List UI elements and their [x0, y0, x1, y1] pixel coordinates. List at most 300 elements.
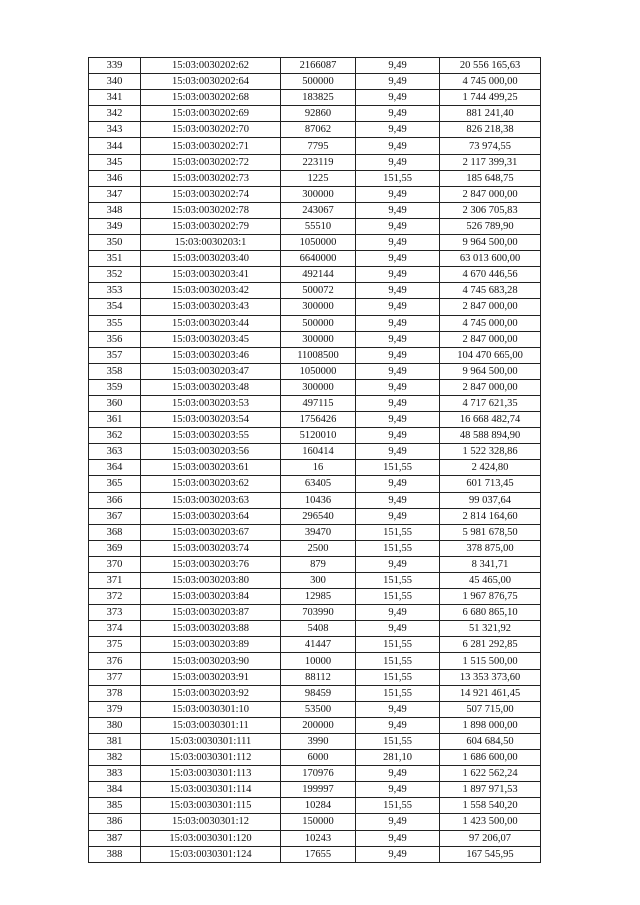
area-cell: 703990: [281, 605, 356, 621]
area-cell: 223119: [281, 154, 356, 170]
table-body: [89, 58, 541, 863]
row-number-cell: 379: [89, 701, 141, 717]
cadastral-number-cell: 15:03:0030203:53: [141, 395, 281, 411]
area-cell: 1756426: [281, 412, 356, 428]
row-number-cell: 381: [89, 733, 141, 749]
table-row: [89, 846, 541, 862]
cadastral-value-cell: 20 556 165,63: [440, 58, 541, 74]
rate-cell: 9,49: [356, 186, 440, 202]
cadastral-number-cell: 15:03:0030203:56: [141, 444, 281, 460]
cadastral-number-cell: 15:03:0030203:43: [141, 299, 281, 315]
area-cell: 300000: [281, 186, 356, 202]
cadastral-value-cell: 4 745 683,28: [440, 283, 541, 299]
cadastral-value-cell: 2 306 705,83: [440, 202, 541, 218]
cadastral-number-cell: 15:03:0030203:92: [141, 685, 281, 701]
rate-cell: 9,49: [356, 58, 440, 74]
table-row: [89, 492, 541, 508]
table-row: [89, 235, 541, 251]
rate-cell: 151,55: [356, 589, 440, 605]
cadastral-value-cell: 8 341,71: [440, 556, 541, 572]
row-number-cell: 358: [89, 363, 141, 379]
rate-cell: 9,49: [356, 122, 440, 138]
cadastral-number-cell: 15:03:0030203:48: [141, 379, 281, 395]
table-row: [89, 186, 541, 202]
cadastral-value-cell: 526 789,90: [440, 218, 541, 234]
cadastral-number-cell: 15:03:0030203:88: [141, 621, 281, 637]
area-cell: 2166087: [281, 58, 356, 74]
cadastral-number-cell: 15:03:0030301:112: [141, 750, 281, 766]
table-row: [89, 138, 541, 154]
table-row: [89, 621, 541, 637]
table-row: [89, 363, 541, 379]
rate-cell: 151,55: [356, 669, 440, 685]
cadastral-value-cell: 378 875,00: [440, 540, 541, 556]
area-cell: 497115: [281, 395, 356, 411]
row-number-cell: 383: [89, 766, 141, 782]
area-cell: 17655: [281, 846, 356, 862]
table-row: [89, 251, 541, 267]
area-cell: 53500: [281, 701, 356, 717]
area-cell: 63405: [281, 476, 356, 492]
cadastral-value-cell: 16 668 482,74: [440, 412, 541, 428]
cadastral-number-cell: 15:03:0030203:47: [141, 363, 281, 379]
area-cell: 6000: [281, 750, 356, 766]
area-cell: 1050000: [281, 363, 356, 379]
area-cell: 1050000: [281, 235, 356, 251]
rate-cell: 9,49: [356, 605, 440, 621]
area-cell: 170976: [281, 766, 356, 782]
table-row: [89, 669, 541, 685]
cadastral-value-cell: 2 847 000,00: [440, 299, 541, 315]
area-cell: 12985: [281, 589, 356, 605]
area-cell: 10000: [281, 653, 356, 669]
cadastral-number-cell: 15:03:0030202:69: [141, 106, 281, 122]
rate-cell: 151,55: [356, 653, 440, 669]
cadastral-value-cell: 5 981 678,50: [440, 524, 541, 540]
cadastral-number-cell: 15:03:0030203:54: [141, 412, 281, 428]
rate-cell: 9,49: [356, 476, 440, 492]
cadastral-value-cell: 4 717 621,35: [440, 395, 541, 411]
rate-cell: 9,49: [356, 154, 440, 170]
cadastral-number-cell: 15:03:0030301:11: [141, 717, 281, 733]
rate-cell: 9,49: [356, 283, 440, 299]
row-number-cell: 351: [89, 251, 141, 267]
rate-cell: 9,49: [356, 331, 440, 347]
row-number-cell: 344: [89, 138, 141, 154]
area-cell: 1225: [281, 170, 356, 186]
row-number-cell: 366: [89, 492, 141, 508]
cadastral-number-cell: 15:03:0030203:84: [141, 589, 281, 605]
cadastral-number-cell: 15:03:0030203:55: [141, 428, 281, 444]
area-cell: 500000: [281, 74, 356, 90]
cadastral-value-cell: 4 670 446,56: [440, 267, 541, 283]
table-row: [89, 379, 541, 395]
cadastral-number-cell: 15:03:0030301:12: [141, 814, 281, 830]
cadastral-value-cell: 4 745 000,00: [440, 315, 541, 331]
cadastral-value-cell: 1 898 000,00: [440, 717, 541, 733]
cadastral-number-cell: 15:03:0030202:78: [141, 202, 281, 218]
rate-cell: 151,55: [356, 685, 440, 701]
cadastral-number-cell: 15:03:0030301:124: [141, 846, 281, 862]
cadastral-number-cell: 15:03:0030202:70: [141, 122, 281, 138]
table-row: [89, 460, 541, 476]
cadastral-value-cell: 9 964 500,00: [440, 235, 541, 251]
table-row: [89, 685, 541, 701]
row-number-cell: 387: [89, 830, 141, 846]
cadastral-number-cell: 15:03:0030203:64: [141, 508, 281, 524]
cadastral-number-cell: 15:03:0030203:42: [141, 283, 281, 299]
cadastral-value-cell: 1 515 500,00: [440, 653, 541, 669]
area-cell: 5120010: [281, 428, 356, 444]
area-cell: 199997: [281, 782, 356, 798]
row-number-cell: 377: [89, 669, 141, 685]
area-cell: 39470: [281, 524, 356, 540]
rate-cell: 9,49: [356, 556, 440, 572]
row-number-cell: 340: [89, 74, 141, 90]
rate-cell: 9,49: [356, 782, 440, 798]
table-row: [89, 605, 541, 621]
cadastral-number-cell: 15:03:0030202:74: [141, 186, 281, 202]
cadastral-number-cell: 15:03:0030301:10: [141, 701, 281, 717]
area-cell: 41447: [281, 637, 356, 653]
rate-cell: 9,49: [356, 846, 440, 862]
area-cell: 5408: [281, 621, 356, 637]
cadastral-value-cell: 1 522 328,86: [440, 444, 541, 460]
cadastral-value-cell: 9 964 500,00: [440, 363, 541, 379]
rate-cell: 151,55: [356, 524, 440, 540]
cadastral-value-cell: 51 321,92: [440, 621, 541, 637]
table-row: [89, 90, 541, 106]
row-number-cell: 353: [89, 283, 141, 299]
row-number-cell: 380: [89, 717, 141, 733]
rate-cell: 9,49: [356, 299, 440, 315]
row-number-cell: 348: [89, 202, 141, 218]
table-row: [89, 750, 541, 766]
row-number-cell: 339: [89, 58, 141, 74]
row-number-cell: 374: [89, 621, 141, 637]
area-cell: 55510: [281, 218, 356, 234]
rate-cell: 151,55: [356, 540, 440, 556]
cadastral-value-cell: 167 545,95: [440, 846, 541, 862]
row-number-cell: 385: [89, 798, 141, 814]
cadastral-value-cell: 1 744 499,25: [440, 90, 541, 106]
cadastral-number-cell: 15:03:0030203:62: [141, 476, 281, 492]
cadastral-number-cell: 15:03:0030301:115: [141, 798, 281, 814]
rate-cell: 9,49: [356, 363, 440, 379]
area-cell: 200000: [281, 717, 356, 733]
table-row: [89, 508, 541, 524]
rate-cell: 9,49: [356, 315, 440, 331]
rate-cell: 9,49: [356, 508, 440, 524]
rate-cell: 9,49: [356, 267, 440, 283]
rate-cell: 9,49: [356, 235, 440, 251]
table-row: [89, 428, 541, 444]
area-cell: 296540: [281, 508, 356, 524]
cadastral-number-cell: 15:03:0030301:111: [141, 733, 281, 749]
cadastral-number-cell: 15:03:0030203:1: [141, 235, 281, 251]
cadastral-value-cell: 6 281 292,85: [440, 637, 541, 653]
rate-cell: 9,49: [356, 395, 440, 411]
row-number-cell: 360: [89, 395, 141, 411]
area-cell: 7795: [281, 138, 356, 154]
cadastral-number-cell: 15:03:0030301:113: [141, 766, 281, 782]
cadastral-number-cell: 15:03:0030203:41: [141, 267, 281, 283]
table-row: [89, 74, 541, 90]
area-cell: 300000: [281, 331, 356, 347]
rate-cell: 151,55: [356, 798, 440, 814]
cadastral-value-cell: 1 558 540,20: [440, 798, 541, 814]
table-row: [89, 524, 541, 540]
cadastral-value-cell: 2 847 000,00: [440, 331, 541, 347]
cadastral-number-cell: 15:03:0030203:63: [141, 492, 281, 508]
area-cell: 10284: [281, 798, 356, 814]
cadastral-value-cell: 601 713,45: [440, 476, 541, 492]
cadastral-value-cell: 1 686 600,00: [440, 750, 541, 766]
cadastral-number-cell: 15:03:0030203:74: [141, 540, 281, 556]
cadastral-value-cell: 1 967 876,75: [440, 589, 541, 605]
rate-cell: 281,10: [356, 750, 440, 766]
rate-cell: 9,49: [356, 138, 440, 154]
cadastral-value-cell: 881 241,40: [440, 106, 541, 122]
cadastral-value-cell: 99 037,64: [440, 492, 541, 508]
area-cell: 500000: [281, 315, 356, 331]
table-row: [89, 395, 541, 411]
row-number-cell: 364: [89, 460, 141, 476]
row-number-cell: 367: [89, 508, 141, 524]
row-number-cell: 350: [89, 235, 141, 251]
cadastral-number-cell: 15:03:0030203:61: [141, 460, 281, 476]
row-number-cell: 347: [89, 186, 141, 202]
cadastral-value-cell: 48 588 894,90: [440, 428, 541, 444]
rate-cell: 151,55: [356, 573, 440, 589]
cadastral-value-cell: 13 353 373,60: [440, 669, 541, 685]
table-row: [89, 782, 541, 798]
cadastral-number-cell: 15:03:0030203:89: [141, 637, 281, 653]
area-cell: 2500: [281, 540, 356, 556]
cadastral-number-cell: 15:03:0030202:71: [141, 138, 281, 154]
row-number-cell: 369: [89, 540, 141, 556]
cadastral-number-cell: 15:03:0030203:76: [141, 556, 281, 572]
area-cell: 6640000: [281, 251, 356, 267]
cadastral-number-cell: 15:03:0030203:91: [141, 669, 281, 685]
cadastral-value-cell: 2 117 399,31: [440, 154, 541, 170]
row-number-cell: 384: [89, 782, 141, 798]
row-number-cell: 361: [89, 412, 141, 428]
rate-cell: 9,49: [356, 621, 440, 637]
row-number-cell: 355: [89, 315, 141, 331]
rate-cell: 9,49: [356, 106, 440, 122]
row-number-cell: 343: [89, 122, 141, 138]
cadastral-number-cell: 15:03:0030203:46: [141, 347, 281, 363]
table-row: [89, 347, 541, 363]
area-cell: 243067: [281, 202, 356, 218]
rate-cell: 9,49: [356, 830, 440, 846]
rate-cell: 9,49: [356, 90, 440, 106]
cadastral-number-cell: 15:03:0030203:45: [141, 331, 281, 347]
area-cell: 500072: [281, 283, 356, 299]
rate-cell: 9,49: [356, 444, 440, 460]
cadastral-value-cell: 1 423 500,00: [440, 814, 541, 830]
rate-cell: 9,49: [356, 347, 440, 363]
cadastral-value-cell: 604 684,50: [440, 733, 541, 749]
rate-cell: 9,49: [356, 766, 440, 782]
table-row: [89, 444, 541, 460]
area-cell: 11008500: [281, 347, 356, 363]
area-cell: 879: [281, 556, 356, 572]
area-cell: 300000: [281, 299, 356, 315]
rate-cell: 9,49: [356, 251, 440, 267]
row-number-cell: 365: [89, 476, 141, 492]
cadastral-number-cell: 15:03:0030203:40: [141, 251, 281, 267]
cadastral-value-table: [88, 57, 541, 863]
table-row: [89, 653, 541, 669]
area-cell: 300: [281, 573, 356, 589]
area-cell: 16: [281, 460, 356, 476]
row-number-cell: 352: [89, 267, 141, 283]
row-number-cell: 349: [89, 218, 141, 234]
table-row: [89, 556, 541, 572]
cadastral-value-cell: 1 622 562,24: [440, 766, 541, 782]
cadastral-value-cell: 185 648,75: [440, 170, 541, 186]
table-row: [89, 315, 541, 331]
cadastral-number-cell: 15:03:0030202:79: [141, 218, 281, 234]
cadastral-number-cell: 15:03:0030203:67: [141, 524, 281, 540]
cadastral-value-cell: 2 847 000,00: [440, 379, 541, 395]
table-row: [89, 766, 541, 782]
row-number-cell: 357: [89, 347, 141, 363]
table-row: [89, 540, 541, 556]
cadastral-number-cell: 15:03:0030301:114: [141, 782, 281, 798]
table-row: [89, 299, 541, 315]
cadastral-value-cell: 104 470 665,00: [440, 347, 541, 363]
table-row: [89, 331, 541, 347]
row-number-cell: 362: [89, 428, 141, 444]
rate-cell: 9,49: [356, 218, 440, 234]
rate-cell: 9,49: [356, 412, 440, 428]
table-row: [89, 573, 541, 589]
table-row: [89, 412, 541, 428]
rate-cell: 151,55: [356, 460, 440, 476]
table-row: [89, 58, 541, 74]
table-row: [89, 170, 541, 186]
area-cell: 183825: [281, 90, 356, 106]
cadastral-value-cell: 2 814 164,60: [440, 508, 541, 524]
cadastral-value-cell: 14 921 461,45: [440, 685, 541, 701]
table-row: [89, 637, 541, 653]
cadastral-value-cell: 6 680 865,10: [440, 605, 541, 621]
rate-cell: 151,55: [356, 733, 440, 749]
area-cell: 3990: [281, 733, 356, 749]
cadastral-number-cell: 15:03:0030202:68: [141, 90, 281, 106]
row-number-cell: 346: [89, 170, 141, 186]
rate-cell: 9,49: [356, 701, 440, 717]
area-cell: 492144: [281, 267, 356, 283]
table-row: [89, 202, 541, 218]
area-cell: 300000: [281, 379, 356, 395]
row-number-cell: 376: [89, 653, 141, 669]
cadastral-number-cell: 15:03:0030203:90: [141, 653, 281, 669]
row-number-cell: 382: [89, 750, 141, 766]
area-cell: 87062: [281, 122, 356, 138]
row-number-cell: 386: [89, 814, 141, 830]
row-number-cell: 345: [89, 154, 141, 170]
area-cell: 10243: [281, 830, 356, 846]
row-number-cell: 370: [89, 556, 141, 572]
cadastral-value-cell: 1 897 971,53: [440, 782, 541, 798]
area-cell: 92860: [281, 106, 356, 122]
row-number-cell: 342: [89, 106, 141, 122]
table-row: [89, 798, 541, 814]
cadastral-value-cell: 826 218,38: [440, 122, 541, 138]
rate-cell: 9,49: [356, 74, 440, 90]
cadastral-number-cell: 15:03:0030301:120: [141, 830, 281, 846]
row-number-cell: 356: [89, 331, 141, 347]
area-cell: 88112: [281, 669, 356, 685]
rate-cell: 9,49: [356, 202, 440, 218]
cadastral-value-cell: 4 745 000,00: [440, 74, 541, 90]
table-row: [89, 717, 541, 733]
area-cell: 10436: [281, 492, 356, 508]
cadastral-number-cell: 15:03:0030203:87: [141, 605, 281, 621]
row-number-cell: 375: [89, 637, 141, 653]
table-row: [89, 106, 541, 122]
cadastral-number-cell: 15:03:0030202:72: [141, 154, 281, 170]
rate-cell: 151,55: [356, 637, 440, 653]
table-row: [89, 122, 541, 138]
row-number-cell: 359: [89, 379, 141, 395]
cadastral-value-cell: 97 206,07: [440, 830, 541, 846]
rate-cell: 9,49: [356, 492, 440, 508]
cadastral-value-cell: 2 847 000,00: [440, 186, 541, 202]
table-row: [89, 830, 541, 846]
rate-cell: 9,49: [356, 428, 440, 444]
rate-cell: 151,55: [356, 170, 440, 186]
cadastral-value-cell: 45 465,00: [440, 573, 541, 589]
cadastral-number-cell: 15:03:0030202:73: [141, 170, 281, 186]
cadastral-value-cell: 2 424,80: [440, 460, 541, 476]
row-number-cell: 354: [89, 299, 141, 315]
area-cell: 160414: [281, 444, 356, 460]
cadastral-number-cell: 15:03:0030202:64: [141, 74, 281, 90]
row-number-cell: 388: [89, 846, 141, 862]
row-number-cell: 372: [89, 589, 141, 605]
row-number-cell: 368: [89, 524, 141, 540]
table-row: [89, 701, 541, 717]
table-row: [89, 154, 541, 170]
area-cell: 98459: [281, 685, 356, 701]
row-number-cell: 363: [89, 444, 141, 460]
table-row: [89, 476, 541, 492]
cadastral-value-cell: 73 974,55: [440, 138, 541, 154]
table-row: [89, 814, 541, 830]
cadastral-value-cell: 63 013 600,00: [440, 251, 541, 267]
cadastral-number-cell: 15:03:0030202:62: [141, 58, 281, 74]
row-number-cell: 371: [89, 573, 141, 589]
table-row: [89, 733, 541, 749]
row-number-cell: 378: [89, 685, 141, 701]
table-row: [89, 283, 541, 299]
area-cell: 150000: [281, 814, 356, 830]
rate-cell: 9,49: [356, 379, 440, 395]
table-row: [89, 589, 541, 605]
cadastral-value-cell: 507 715,00: [440, 701, 541, 717]
table-row: [89, 267, 541, 283]
rate-cell: 9,49: [356, 814, 440, 830]
rate-cell: 9,49: [356, 717, 440, 733]
row-number-cell: 373: [89, 605, 141, 621]
cadastral-number-cell: 15:03:0030203:44: [141, 315, 281, 331]
row-number-cell: 341: [89, 90, 141, 106]
